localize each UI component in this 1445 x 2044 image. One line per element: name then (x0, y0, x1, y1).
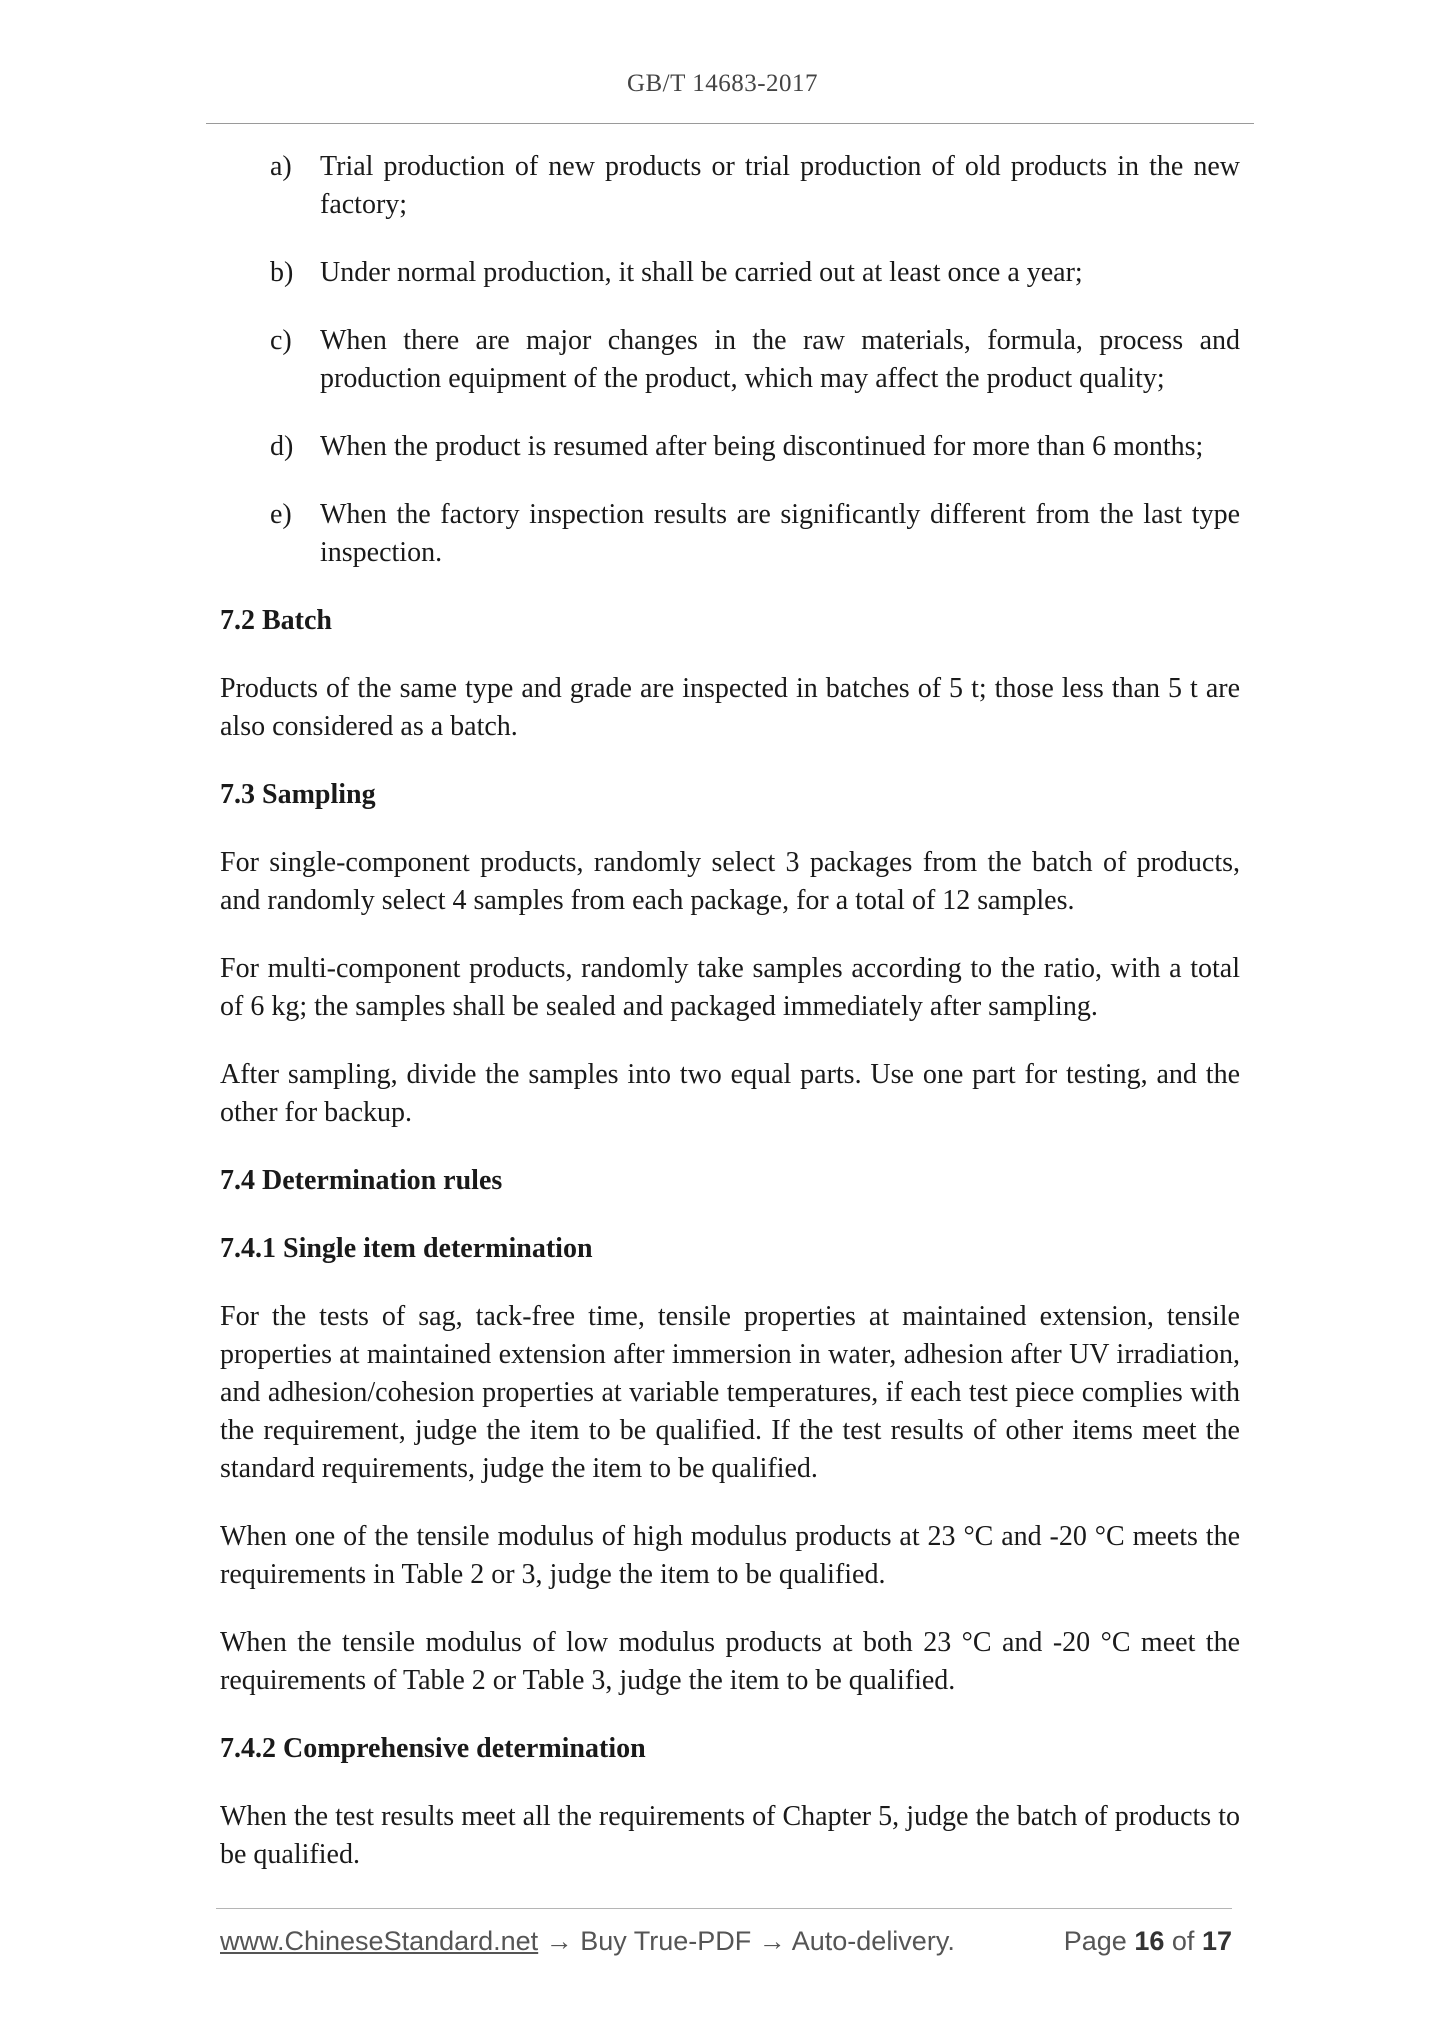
paragraph: For single-component products, randomly select 3 packages from the batch of products, and randomly select 4 samples from each package, for a total of 12 samples. (220, 847, 1240, 916)
paragraph: When the test results meet all the requirements of Chapter 5, judge the batch of products to be qualified. (220, 1801, 1240, 1870)
footer-promo-text: → Buy True-PDF → Auto-delivery. (538, 1926, 955, 1956)
paragraph: Products of the same type and grade are inspected in batches of 5 t; those less than 5 t are also considered as a batch. (220, 673, 1240, 742)
paragraph: For multi-component products, randomly take samples according to the ratio, with a total of 6 kg; the samples shall be sealed and packaged immediately after sampling. (220, 953, 1240, 1022)
list-text: When there are major changes in the raw materials, formula, process and production equipment of the product, which may affect the product quality; (320, 325, 1240, 394)
list-text: When the product is resumed after being discontinued for more than 6 months; (320, 431, 1204, 462)
page-label: Page (1063, 1926, 1127, 1956)
header-divider (206, 123, 1254, 124)
list-marker: c) (270, 325, 292, 356)
list-marker: b) (270, 257, 294, 288)
list-marker: d) (270, 431, 294, 462)
paragraph: For the tests of sag, tack-free time, tensile properties at maintained extension, tensile properties at maintained extension after immersion in water, adhesion after UV irradiation, and adhesion/cohesion properties at variable temperatures, if each test piece complies with the requirement, judge the item to be qualified. If the test results of other items meet the standard requirements, judge the item to be qualified. (220, 1301, 1240, 1484)
page-of: of (1171, 1926, 1195, 1956)
footer-divider (216, 1908, 1232, 1909)
document-body (220, 148, 1240, 1904)
list-marker: a) (270, 151, 292, 182)
website-link[interactable]: www.ChineseStandard.net (220, 1926, 539, 1956)
list-item (220, 148, 1240, 224)
list-text: Trial production of new products or trial production of old products in the new factory; (320, 151, 1240, 220)
list-item (220, 322, 1240, 398)
paragraph: After sampling, divide the samples into two equal parts. Use one part for testing, and the other for backup. (220, 1059, 1240, 1128)
page-indicator (1064, 1926, 1232, 1957)
page-header: GB/T 14683-2017 (626, 70, 819, 97)
list-marker: e) (270, 499, 292, 530)
list-item (220, 254, 1240, 292)
page-footer (220, 1926, 1232, 1957)
section-heading-comprehensive: 7.4.2 Comprehensive determination (220, 1733, 646, 1764)
footer-promo (220, 1926, 955, 1957)
list-item (220, 496, 1240, 572)
page-current: 16 (1134, 1926, 1165, 1956)
section-heading-single-item: 7.4.1 Single item determination (220, 1233, 593, 1264)
section-heading-sampling: 7.3 Sampling (220, 779, 376, 810)
list-text: Under normal production, it shall be carried out at least once a year; (320, 257, 1083, 288)
section-heading-batch: 7.2 Batch (220, 605, 332, 636)
list-item (220, 428, 1240, 466)
page-total: 17 (1201, 1926, 1232, 1956)
section-heading-determination-rules: 7.4 Determination rules (220, 1165, 503, 1196)
paragraph: When one of the tensile modulus of high modulus products at 23 °C and -20 °C meets the requirements in Table 2 or 3, judge the item to be qualified. (220, 1521, 1240, 1590)
paragraph: When the tensile modulus of low modulus products at both 23 °C and -20 °C meet the requirements of Table 2 or Table 3, judge the item to be qualified. (220, 1627, 1240, 1696)
list-text: When the factory inspection results are significantly different from the last type inspection. (320, 499, 1240, 568)
